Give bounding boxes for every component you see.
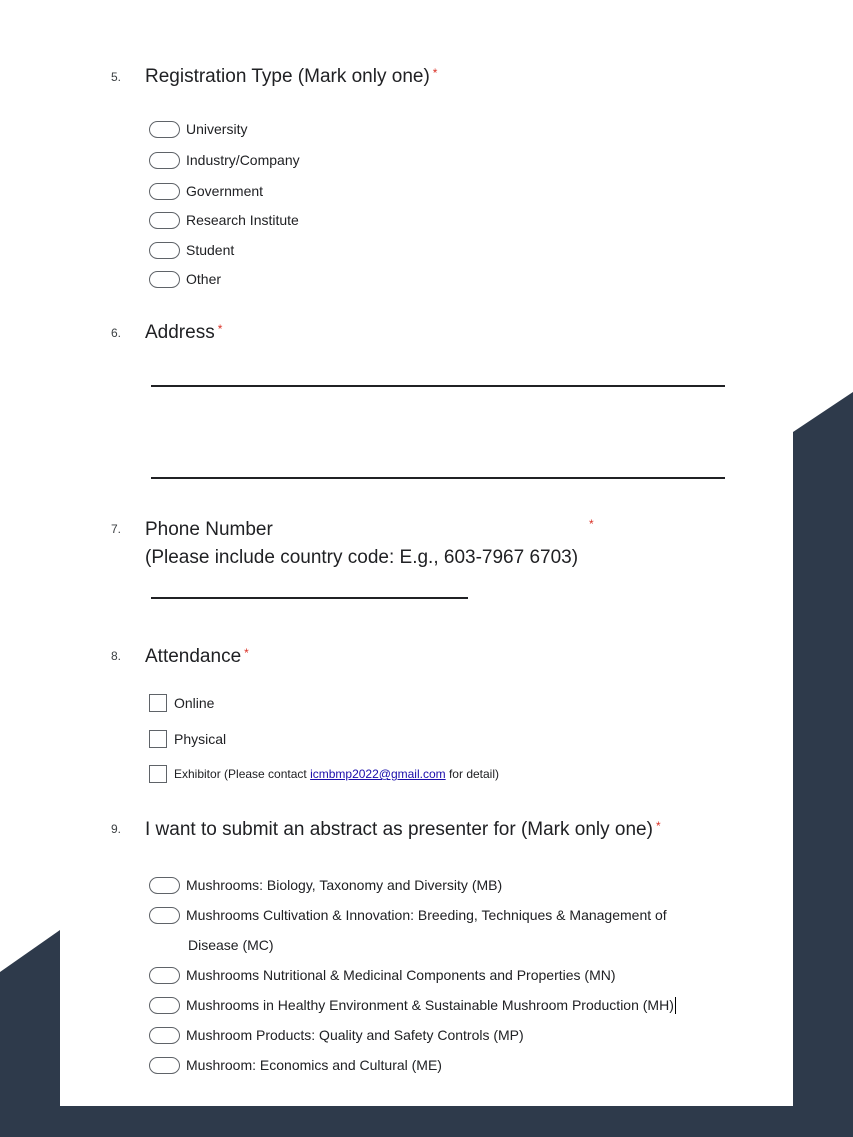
- navy-shape-left: [0, 930, 60, 1137]
- radio-button[interactable]: [149, 1057, 180, 1074]
- radio-button[interactable]: [149, 121, 180, 138]
- checkbox-option-online[interactable]: Online: [149, 692, 214, 714]
- question-number-8: 8.: [111, 649, 122, 663]
- radio-option-mn[interactable]: Mushrooms Nutritional & Medicinal Components and Properties (MN): [149, 964, 616, 986]
- radio-option-industry[interactable]: Industry/Company: [149, 149, 300, 171]
- radio-option-mc-continued: Disease (MC): [188, 937, 274, 953]
- question-number-6: 6.: [111, 326, 122, 340]
- checkbox[interactable]: [149, 730, 167, 748]
- checkbox-option-physical[interactable]: Physical: [149, 728, 226, 750]
- text-cursor: [675, 997, 677, 1014]
- checkbox[interactable]: [149, 765, 167, 783]
- required-asterisk: *: [244, 646, 249, 660]
- address-input-line-1[interactable]: [151, 385, 725, 387]
- radio-button[interactable]: [149, 997, 180, 1014]
- phone-input-line[interactable]: [151, 597, 468, 599]
- radio-button[interactable]: [149, 242, 180, 259]
- radio-button[interactable]: [149, 907, 180, 924]
- question-title-phone: Phone Number: [145, 519, 273, 540]
- required-asterisk: *: [655, 819, 661, 833]
- radio-button[interactable]: [149, 152, 180, 169]
- navy-band-bottom: [0, 1106, 853, 1137]
- checkbox[interactable]: [149, 694, 167, 712]
- question-title-attendance: Attendance *: [145, 646, 249, 667]
- question-title-abstract: I want to submit an abstract as presenter for (Mark only one) *: [145, 819, 661, 840]
- phone-instructions: (Please include country code: E.g., 603-7967 6703): [145, 547, 579, 568]
- radio-option-mb[interactable]: Mushrooms: Biology, Taxonomy and Diversity (MB): [149, 874, 502, 896]
- radio-button[interactable]: [149, 271, 180, 288]
- contact-email-link[interactable]: icmbmp2022@gmail.com: [310, 767, 446, 781]
- required-asterisk: *: [432, 66, 438, 80]
- radio-button[interactable]: [149, 1027, 180, 1044]
- navy-shape-right: [793, 392, 853, 1137]
- radio-button[interactable]: [149, 967, 180, 984]
- checkbox-option-exhibitor[interactable]: Exhibitor (Please contact icmbmp2022@gmail.com for detail): [149, 763, 499, 785]
- radio-option-mh[interactable]: Mushrooms in Healthy Environment & Sustainable Mushroom Production (MH): [149, 994, 676, 1016]
- radio-option-government[interactable]: Government: [149, 180, 263, 202]
- radio-button[interactable]: [149, 183, 180, 200]
- address-input-line-2[interactable]: [151, 477, 725, 479]
- radio-option-mp[interactable]: Mushroom Products: Quality and Safety Controls (MP): [149, 1024, 524, 1046]
- radio-option-student[interactable]: Student: [149, 239, 234, 261]
- radio-option-university[interactable]: University: [149, 118, 247, 140]
- radio-option-research-institute[interactable]: Research Institute: [149, 209, 299, 231]
- question-title-registration-type: Registration Type (Mark only one) *: [145, 66, 438, 87]
- question-number-5: 5.: [111, 70, 122, 84]
- required-asterisk: *: [217, 322, 223, 336]
- required-asterisk: *: [589, 517, 594, 531]
- radio-button[interactable]: [149, 212, 180, 229]
- radio-option-me[interactable]: Mushroom: Economics and Cultural (ME): [149, 1054, 442, 1076]
- question-number-7: 7.: [111, 522, 122, 536]
- radio-button[interactable]: [149, 877, 180, 894]
- question-number-9: 9.: [111, 822, 122, 836]
- question-title-address: Address *: [145, 322, 223, 343]
- radio-option-other[interactable]: Other: [149, 268, 221, 290]
- radio-option-mc[interactable]: Mushrooms Cultivation & Innovation: Breeding, Techniques & Management of: [149, 904, 667, 926]
